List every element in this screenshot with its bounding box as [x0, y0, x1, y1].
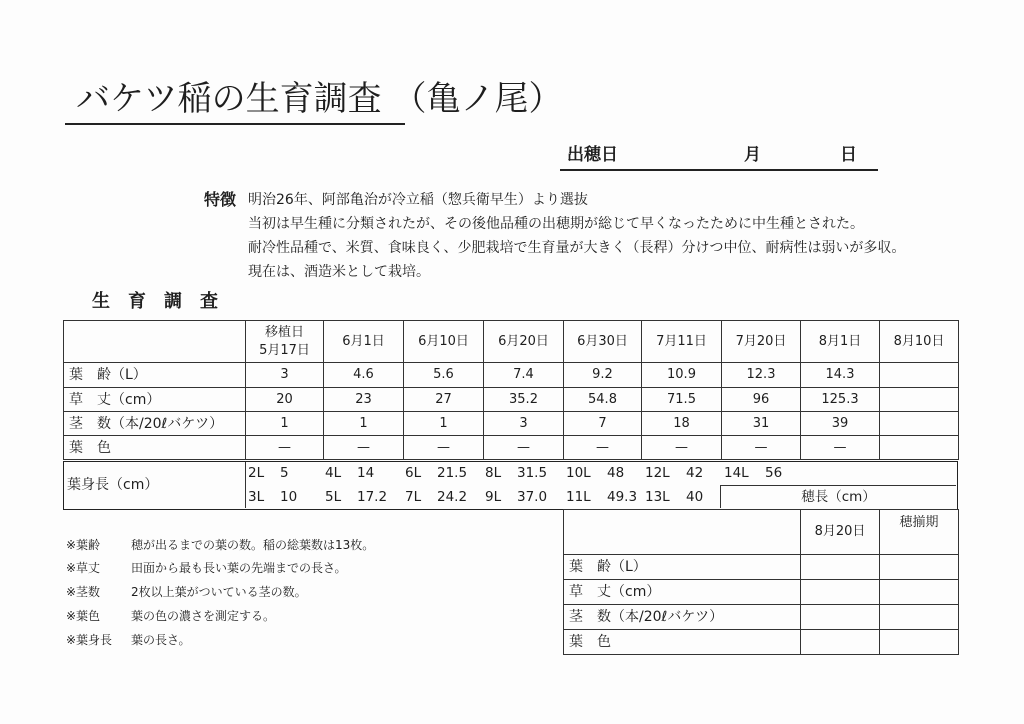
leaf-color-value: — [484, 436, 564, 460]
leaf-blade-entry [325, 486, 387, 508]
tiller-count-value: 3 [484, 412, 564, 436]
leaf-number: 14L [724, 465, 749, 481]
note-text: 葉の色の濃さを測定する。 [131, 609, 276, 623]
heading-header-row [564, 510, 959, 555]
title-underline [65, 123, 405, 125]
col-header-transplant [246, 321, 324, 363]
col-header-date: 7月20日 [722, 321, 801, 363]
leaf-blade-entry [645, 462, 703, 484]
leaf-number: 11L [566, 489, 591, 505]
plant-height-value: 23 [324, 388, 404, 412]
table-row-plant-height [64, 388, 959, 412]
row-label-plant-height: 草 丈（cm） [564, 580, 801, 605]
leaf-age-value: 10.9 [642, 363, 722, 388]
plant-height-value: 35.2 [484, 388, 564, 412]
tiller-count-value: 1 [404, 412, 484, 436]
leaf-color-value: — [642, 436, 722, 460]
note-term: ※草丈 [66, 561, 101, 575]
row-label-leaf-color: 葉 色 [564, 630, 801, 655]
leaf-blade-entry [405, 462, 467, 484]
plant-height-value: 96 [722, 388, 801, 412]
table-row-plant-height [564, 580, 959, 605]
note-term: ※茎数 [66, 585, 101, 599]
empty-cell [880, 605, 959, 630]
leaf-blade-length-value: 21.5 [437, 465, 468, 481]
row-label-plant-height: 草 丈（cm） [64, 388, 246, 412]
leaf-blade-length-value: 42 [686, 465, 704, 481]
col-header-date: 6月10日 [404, 321, 484, 363]
features-line: 耐冷性品種で、米質、食味良く、少肥栽培で生育量が大きく（長稈）分けつ中位、耐病性は弱いが多収。 [248, 240, 906, 256]
leaf-blade-entry [485, 486, 547, 508]
empty-cell [801, 630, 880, 655]
leaf-color-value: — [564, 436, 642, 460]
leaf-number: 2L [248, 465, 265, 481]
table-row-tiller-count [64, 412, 959, 436]
transplant-label: 移植日 [264, 324, 304, 340]
leaf-blade-entry [724, 462, 782, 484]
leaf-number: 7L [405, 489, 422, 505]
leaf-age-value: 12.3 [722, 363, 801, 388]
empty-cell [880, 630, 959, 655]
col-header-date: 6月20日 [484, 321, 564, 363]
plant-height-value: 27 [404, 388, 484, 412]
leaf-blade-length-value: 24.2 [437, 489, 468, 505]
leaf-blade-length-value: 56 [765, 465, 783, 481]
tiller-count-value: 18 [642, 412, 722, 436]
leaf-number: 3L [248, 489, 265, 505]
heading-corner-cell [564, 510, 801, 555]
row-label-leaf-color: 葉 色 [64, 436, 246, 460]
leaf-blade-entry [566, 486, 637, 508]
col-header-full-heading: 穂揃期 [880, 510, 959, 555]
col-header-date: 8月1日 [801, 321, 880, 363]
empty-cell [880, 412, 959, 436]
leaf-blade-length-value: 10 [280, 489, 298, 505]
leaf-blade-entry [485, 462, 547, 484]
col-header-date: 6月1日 [324, 321, 404, 363]
table-row-leaf-color [564, 630, 959, 655]
col-header-date: 7月11日 [642, 321, 722, 363]
empty-cell [801, 555, 880, 580]
growth-survey-table [63, 320, 959, 460]
empty-cell [880, 388, 959, 412]
leaf-age-value: 7.4 [484, 363, 564, 388]
row-label-tiller-count: 茎 数（本/20ℓバケツ） [64, 412, 246, 436]
empty-cell [880, 436, 959, 460]
leaf-color-value: — [722, 436, 801, 460]
col-header-date: 6月30日 [564, 321, 642, 363]
leaf-color-value: — [324, 436, 404, 460]
heading-date-underline [560, 169, 878, 171]
table-row-leaf-age [564, 555, 959, 580]
tiller-count-value: 39 [801, 412, 880, 436]
note-text: 田面から最も長い葉の先端までの長さ。 [131, 561, 347, 575]
features-line: 明治26年、阿部亀治が冷立稲（惣兵衛早生）より選抜 [248, 192, 588, 208]
leaf-color-value: — [246, 436, 324, 460]
note-text: 穂が出るまでの葉の数。稲の総葉数は13枚。 [131, 538, 375, 552]
note-term: ※葉齢 [66, 538, 101, 552]
section-title: 生 育 調 査 [92, 291, 218, 312]
leaf-number: 9L [485, 489, 502, 505]
empty-cell [801, 580, 880, 605]
leaf-number: 13L [645, 489, 670, 505]
leaf-number: 12L [645, 465, 670, 481]
empty-cell [801, 605, 880, 630]
row-label-leaf-age: 葉 齢（L） [564, 555, 801, 580]
empty-cell [880, 580, 959, 605]
leaf-blade-length-row [63, 461, 958, 510]
leaf-blade-entry [325, 462, 374, 484]
leaf-age-value: 4.6 [324, 363, 404, 388]
leaf-age-value: 5.6 [404, 363, 484, 388]
leaf-blade-entry [566, 462, 624, 484]
features-line: 現在は、酒造米として栽培。 [248, 264, 430, 280]
leaf-age-value: 9.2 [564, 363, 642, 388]
leaf-age-value: 3 [246, 363, 324, 388]
panicle-length-label: 穂長（cm） [801, 489, 876, 505]
table-row-leaf-age [64, 363, 959, 388]
plant-height-value: 54.8 [564, 388, 642, 412]
tiller-count-value: 31 [722, 412, 801, 436]
header-corner-cell [64, 321, 246, 363]
note-term: ※葉色 [66, 609, 101, 623]
leaf-blade-length-value: 14 [357, 465, 375, 481]
leaf-color-value: — [404, 436, 484, 460]
transplant-date: 5月17日 [259, 342, 310, 358]
leaf-blade-length-label: 葉身長（cm） [67, 477, 159, 493]
leaf-blade-length-value: 48 [607, 465, 625, 481]
survey-header-row [64, 321, 959, 363]
leaf-blade-entry [248, 486, 297, 508]
empty-cell [880, 363, 959, 388]
heading-date-month-unit: 月 [744, 145, 761, 165]
panicle-length-header [720, 485, 956, 508]
table-row-tiller-count [564, 605, 959, 630]
note-term: ※葉身長 [66, 633, 113, 647]
col-header-aug20: 8月20日 [801, 510, 880, 555]
leaf-blade-length-value: 17.2 [357, 489, 388, 505]
row-label-leaf-age: 葉 齢（L） [64, 363, 246, 388]
leaf-number: 4L [325, 465, 342, 481]
leaf-age-value: 14.3 [801, 363, 880, 388]
tiller-count-value: 7 [564, 412, 642, 436]
plant-height-value: 20 [246, 388, 324, 412]
table-row-leaf-color [64, 436, 959, 460]
page-title: バケツ稲の生育調査 （亀ノ尾） [76, 79, 563, 119]
leaf-blade-length-value: 5 [280, 465, 289, 481]
leaf-number: 6L [405, 465, 422, 481]
note-text: 葉の長さ。 [131, 633, 191, 647]
leaf-number: 8L [485, 465, 502, 481]
row-label-tiller-count: 茎 数（本/20ℓバケツ） [564, 605, 801, 630]
leaf-blade-entry [645, 486, 703, 508]
leaf-blade-length-value: 37.0 [517, 489, 548, 505]
note-text: 2枚以上葉がついている茎の数。 [131, 585, 307, 599]
col-header-date: 8月10日 [880, 321, 959, 363]
empty-cell [880, 555, 959, 580]
column-divider [245, 462, 246, 508]
leaf-blade-length-value: 49.3 [607, 489, 638, 505]
heading-survey-table [563, 509, 959, 655]
leaf-number: 5L [325, 489, 342, 505]
features-label: 特徴 [204, 190, 237, 209]
plant-height-value: 125.3 [801, 388, 880, 412]
features-line: 当初は早生種に分類されたが、その後他品種の出穂期が総じて早くなったために中生種とされた。 [248, 216, 864, 232]
heading-date-day-unit: 日 [840, 145, 857, 165]
leaf-blade-length-value: 31.5 [517, 465, 548, 481]
plant-height-value: 71.5 [642, 388, 722, 412]
tiller-count-value: 1 [324, 412, 404, 436]
leaf-blade-length-value: 40 [686, 489, 704, 505]
leaf-number: 10L [566, 465, 591, 481]
heading-date-label: 出穂日 [567, 145, 618, 165]
tiller-count-value: 1 [246, 412, 324, 436]
leaf-blade-entry [405, 486, 467, 508]
leaf-blade-entry [248, 462, 289, 484]
leaf-color-value: — [801, 436, 880, 460]
